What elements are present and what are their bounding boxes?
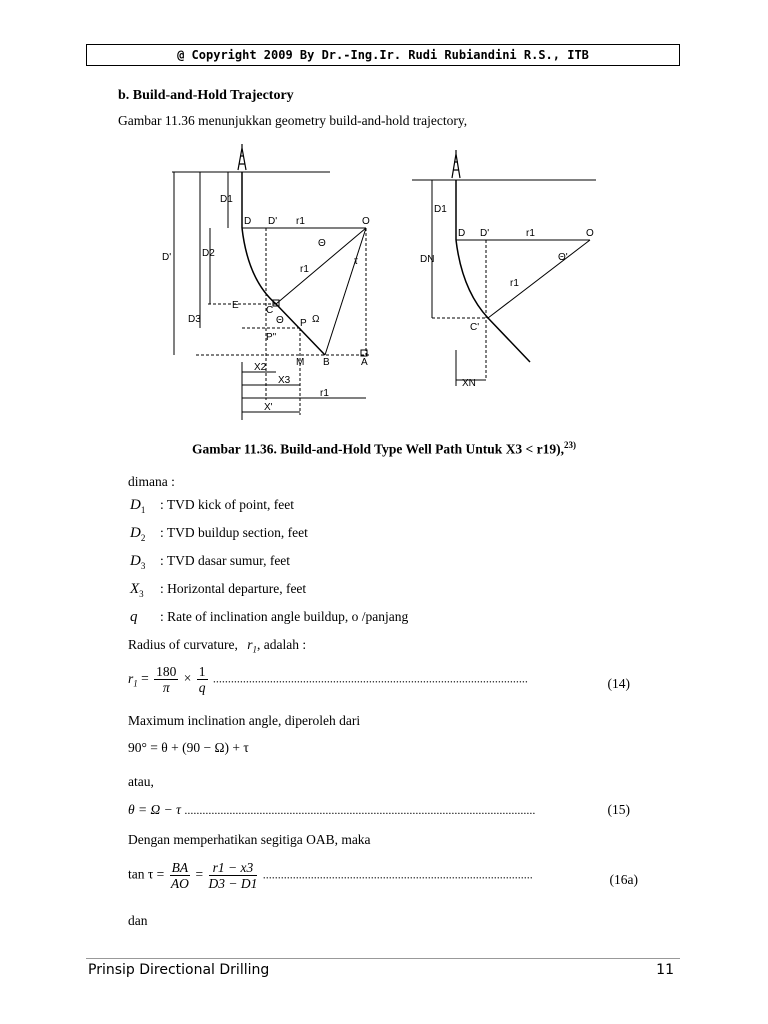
label-right-xn: XN (462, 378, 476, 389)
equation-16a: tan τ = $\frac{BA}{AO}$ = $\frac{r1 - x3}{D3 - D1}$ .......................................................................................... (16a) (128, 860, 638, 891)
label-d: D (244, 216, 252, 227)
label-x3: X3 (278, 375, 291, 386)
label-right-d: D (458, 228, 466, 239)
label-dprime: D' (162, 252, 172, 263)
label-c: C (266, 305, 274, 316)
label-right-d1: D1 (434, 204, 447, 215)
label-right-o: O (586, 228, 594, 239)
label-d3: D3 (188, 314, 201, 325)
def-x3: $X_3$ : Horizontal departure, feet (130, 581, 307, 599)
caption-sup: 23) (564, 440, 576, 450)
label-r1-diag: r1 (300, 264, 309, 275)
section-title: b. Build-and-Hold Trajectory (118, 88, 294, 103)
build-hold-figure (160, 140, 620, 430)
equation-14: $r_1$ = $\frac{180}{\pi}$ × $\frac{1}{q}$ ......................................................................................................... (14) (128, 664, 630, 695)
radius-line: Radius of curvature, $r_1$, adalah : (128, 637, 307, 655)
triangle-text: Dengan memperhatikan segitiga OAB, maka (128, 832, 371, 847)
eq16a-tag: (16a) (609, 872, 638, 887)
label-tau: τ (354, 256, 358, 267)
copyright-header: @ Copyright 2009 By Dr.-Ing.Ir. Rudi Rubiandini R.S., ITB (86, 44, 680, 66)
label-xprime: X' (264, 402, 273, 413)
label-right-c: C' (470, 322, 480, 333)
def-d2: $D_2$ : TVD buildup section, feet (130, 525, 308, 543)
def-d3: $D_3$ : TVD dasar sumur, feet (130, 553, 291, 571)
derrick-icon-right (452, 150, 460, 178)
label-theta2: Θ (276, 315, 284, 326)
eq15-tag: (15) (607, 802, 630, 817)
label-omega: Ω (312, 314, 320, 325)
label-right-dn: DN (420, 254, 435, 265)
label-p: P (300, 318, 307, 329)
right-labels (420, 204, 594, 389)
label-right-dp: D' (480, 228, 490, 239)
label-b: B (323, 357, 330, 368)
dan-text: dan (128, 913, 148, 928)
derrick-icon (238, 144, 246, 170)
figure-caption (0, 440, 768, 458)
label-right-theta: Θ' (558, 252, 568, 263)
label-r1-bottom: r1 (320, 388, 329, 399)
right-diagram (412, 150, 596, 386)
left-diagram (172, 144, 370, 420)
eq14-tag: (14) (607, 676, 630, 691)
label-d1: D1 (220, 194, 233, 205)
equation-main: 90° = θ + (90 − Ω) + τ (128, 740, 249, 755)
definitions-intro: dimana : (128, 474, 175, 489)
label-m: M (296, 357, 305, 368)
label-right-r1-diag: r1 (510, 278, 519, 289)
page-number: 11 (656, 962, 674, 978)
label-dp: D' (268, 216, 278, 227)
label-a: A (361, 357, 368, 368)
label-x2: X2 (254, 362, 267, 373)
caption-text: Gambar 11.36. Build-and-Hold Type Well Path Untuk X3 < r19), (191, 441, 564, 457)
label-o: O (362, 216, 370, 227)
atau-text: atau, (128, 774, 154, 789)
footer-title: Prinsip Directional Drilling (88, 962, 270, 978)
footer-divider (86, 958, 680, 959)
equation-15: θ = Ω − τ ..................................................................................................................... (15) (128, 802, 630, 817)
label-theta: Θ (318, 238, 326, 249)
intro-text: Gambar 11.36 menunjukkan geometry build-and-hold trajectory, (118, 113, 468, 128)
def-d1: $D_1$ : TVD kick of point, feet (130, 497, 294, 515)
label-pq: P" (266, 332, 277, 343)
label-r1: r1 (296, 216, 305, 227)
label-right-r1: r1 (526, 228, 535, 239)
label-d2: D2 (202, 248, 215, 259)
maxincl-text: Maximum inclination angle, diperoleh dari (128, 713, 361, 728)
label-e: E (232, 300, 239, 311)
def-q: q : Rate of inclination angle buildup, o /panjang (130, 609, 409, 625)
